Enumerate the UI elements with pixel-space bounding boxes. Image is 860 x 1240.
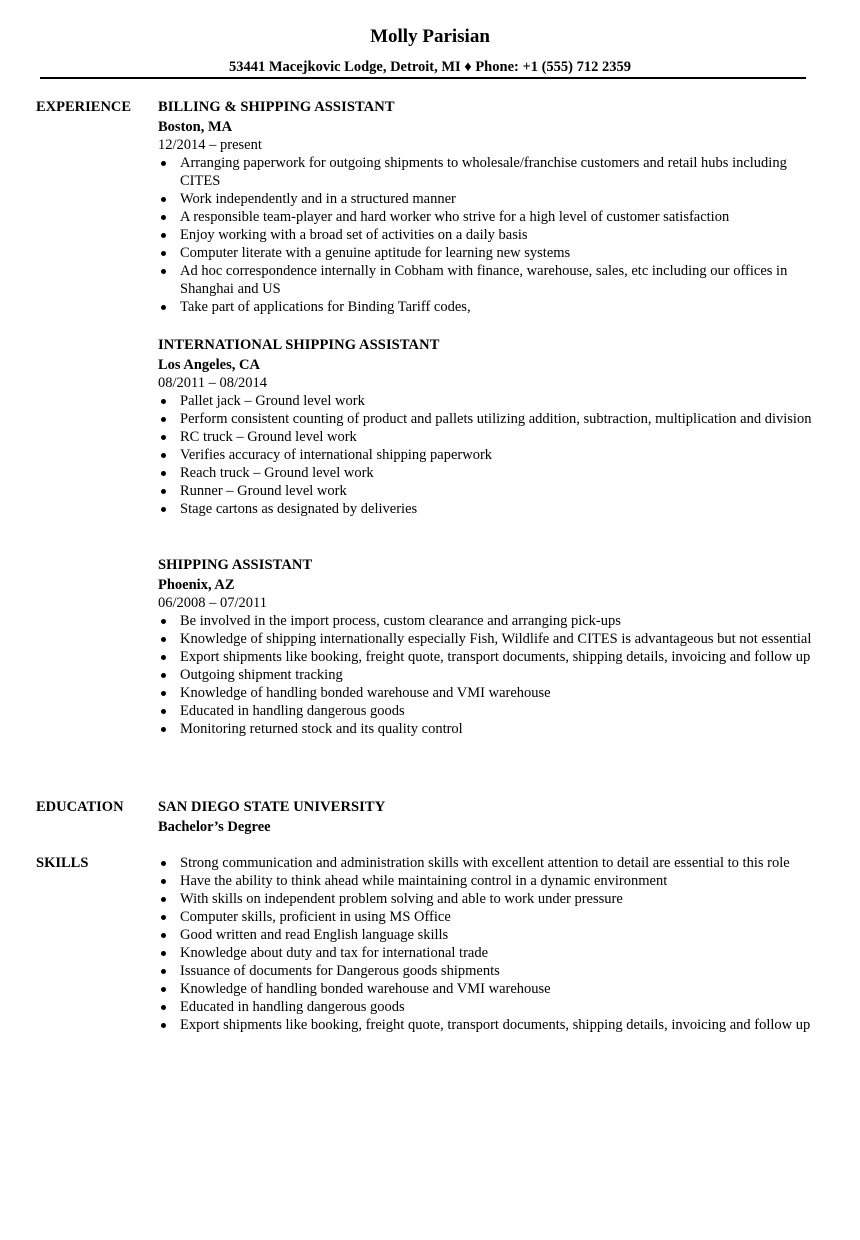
job-bullet-list	[158, 392, 818, 518]
job-entry	[158, 556, 818, 738]
list-item-text: Perform consistent counting of product and pallets utilizing addition, subtraction, multiplication and division	[180, 411, 812, 427]
bullet-icon	[161, 1023, 166, 1028]
bullet-icon	[161, 305, 166, 310]
job-location: Los Angeles, CA	[158, 357, 260, 373]
list-item-text: Have the ability to think ahead while maintaining control in a dynamic environment	[180, 873, 668, 889]
bullet-icon	[161, 727, 166, 732]
list-item	[158, 154, 818, 190]
list-item	[158, 926, 818, 944]
job-dates: 12/2014 – present	[158, 137, 262, 153]
list-item-text: RC truck – Ground level work	[180, 429, 357, 445]
list-item-text: With skills on independent problem solving and able to work under pressure	[180, 891, 623, 907]
list-item-text: Runner – Ground level work	[180, 483, 347, 499]
education-section-label: EDUCATION	[36, 799, 124, 815]
list-item	[158, 208, 818, 226]
job-bullet-list	[158, 612, 818, 738]
education-entry	[158, 798, 818, 836]
bullet-icon	[161, 197, 166, 202]
list-item-text: Strong communication and administration skills with excellent attention to detail are essential to this role	[180, 855, 790, 871]
bullet-icon	[161, 709, 166, 714]
experience-section-label: EXPERIENCE	[36, 99, 132, 115]
bullet-icon	[161, 637, 166, 642]
list-item	[158, 890, 818, 908]
job-entry	[158, 336, 818, 518]
list-item-text: Arranging paperwork for outgoing shipments to wholesale/franchise customers and retail hubs including CITES	[180, 155, 787, 189]
list-item-text: Good written and read English language skills	[180, 927, 449, 943]
contact-line: 53441 Macejkovic Lodge, Detroit, MI ♦ Phone: +1 (555) 712 2359	[229, 59, 631, 75]
bullet-icon	[161, 879, 166, 884]
list-item-text: Export shipments like booking, freight quote, transport documents, shipping details, invoicing and follow up	[180, 649, 811, 665]
list-item-text: Computer literate with a genuine aptitude for learning new systems	[180, 245, 571, 261]
job-title: INTERNATIONAL SHIPPING ASSISTANT	[158, 337, 440, 353]
bullet-icon	[161, 655, 166, 660]
list-item	[158, 446, 818, 464]
list-item	[158, 612, 818, 630]
list-item	[158, 1016, 818, 1034]
bullet-icon	[161, 507, 166, 512]
header-divider	[40, 77, 806, 79]
list-item-text: Knowledge of handling bonded warehouse and VMI warehouse	[180, 981, 551, 997]
list-item-text: Computer skills, proficient in using MS Office	[180, 909, 451, 925]
list-item	[158, 666, 818, 684]
bullet-icon	[161, 233, 166, 238]
job-location: Boston, MA	[158, 119, 233, 135]
list-item-text: Educated in handling dangerous goods	[180, 999, 405, 1015]
list-item	[158, 428, 818, 446]
job-title: BILLING & SHIPPING ASSISTANT	[158, 99, 395, 115]
bullet-icon	[161, 161, 166, 166]
list-item	[158, 648, 818, 666]
bullet-icon	[161, 619, 166, 624]
list-item-text: Take part of applications for Binding Tariff codes,	[180, 299, 471, 315]
list-item	[158, 482, 818, 500]
list-item	[158, 500, 818, 518]
list-item-text: Monitoring returned stock and its quality control	[180, 721, 463, 737]
job-entry	[158, 98, 818, 316]
job-bullet-list	[158, 154, 818, 316]
job-title: SHIPPING ASSISTANT	[158, 557, 313, 573]
list-item	[158, 630, 818, 648]
bullet-icon	[161, 969, 166, 974]
job-dates: 08/2011 – 08/2014	[158, 375, 268, 391]
list-item	[158, 226, 818, 244]
bullet-icon	[161, 251, 166, 256]
list-item-text: A responsible team-player and hard worker who strive for a high level of customer satisfaction	[180, 209, 730, 225]
bullet-icon	[161, 951, 166, 956]
list-item-text: Export shipments like booking, freight quote, transport documents, shipping details, invoicing and follow up	[180, 1017, 811, 1033]
skills-list-container	[158, 854, 818, 1034]
list-item	[158, 684, 818, 702]
list-item-text: Issuance of documents for Dangerous goods shipments	[180, 963, 500, 979]
list-item-text: Knowledge of handling bonded warehouse and VMI warehouse	[180, 685, 551, 701]
list-item	[158, 998, 818, 1016]
list-item	[158, 702, 818, 720]
list-item	[158, 190, 818, 208]
list-item-text: Educated in handling dangerous goods	[180, 703, 405, 719]
list-item-text: Outgoing shipment tracking	[180, 667, 343, 683]
bullet-icon	[161, 673, 166, 678]
list-item-text: Enjoy working with a broad set of activities on a daily basis	[180, 227, 528, 243]
bullet-icon	[161, 417, 166, 422]
degree: Bachelor’s Degree	[158, 819, 271, 835]
list-item	[158, 298, 818, 316]
job-location: Phoenix, AZ	[158, 577, 235, 593]
bullet-icon	[161, 471, 166, 476]
bullet-icon	[161, 215, 166, 220]
list-item	[158, 854, 818, 872]
list-item	[158, 410, 818, 428]
bullet-icon	[161, 861, 166, 866]
bullet-icon	[161, 1005, 166, 1010]
bullet-icon	[161, 915, 166, 920]
list-item-text: Reach truck – Ground level work	[180, 465, 374, 481]
skills-list	[158, 854, 818, 1034]
bullet-icon	[161, 987, 166, 992]
list-item-text: Knowledge of shipping internationally especially Fish, Wildlife and CITES is advantageous but not essential	[180, 631, 812, 647]
bullet-icon	[161, 489, 166, 494]
bullet-icon	[161, 269, 166, 274]
list-item	[158, 262, 818, 298]
list-item	[158, 980, 818, 998]
list-item	[158, 944, 818, 962]
list-item	[158, 464, 818, 482]
list-item	[158, 962, 818, 980]
list-item-text: Ad hoc correspondence internally in Cobham with finance, warehouse, sales, etc including our offices in Shanghai and US	[180, 263, 788, 297]
list-item-text: Stage cartons as designated by deliveries	[180, 501, 418, 517]
bullet-icon	[161, 453, 166, 458]
list-item-text: Be involved in the import process, custom clearance and arranging pick-ups	[180, 613, 621, 629]
bullet-icon	[161, 691, 166, 696]
candidate-name: Molly Parisian	[370, 26, 490, 47]
list-item	[158, 908, 818, 926]
bullet-icon	[161, 399, 166, 404]
list-item	[158, 720, 818, 738]
school-name: SAN DIEGO STATE UNIVERSITY	[158, 799, 386, 815]
list-item	[158, 392, 818, 410]
bullet-icon	[161, 897, 166, 902]
list-item-text: Verifies accuracy of international shipping paperwork	[180, 447, 493, 463]
skills-section-label: SKILLS	[36, 855, 89, 871]
list-item-text: Work independently and in a structured manner	[180, 191, 456, 207]
list-item-text: Pallet jack – Ground level work	[180, 393, 365, 409]
bullet-icon	[161, 933, 166, 938]
bullet-icon	[161, 435, 166, 440]
list-item	[158, 872, 818, 890]
list-item-text: Knowledge about duty and tax for international trade	[180, 945, 489, 961]
job-dates: 06/2008 – 07/2011	[158, 595, 268, 611]
list-item	[158, 244, 818, 262]
